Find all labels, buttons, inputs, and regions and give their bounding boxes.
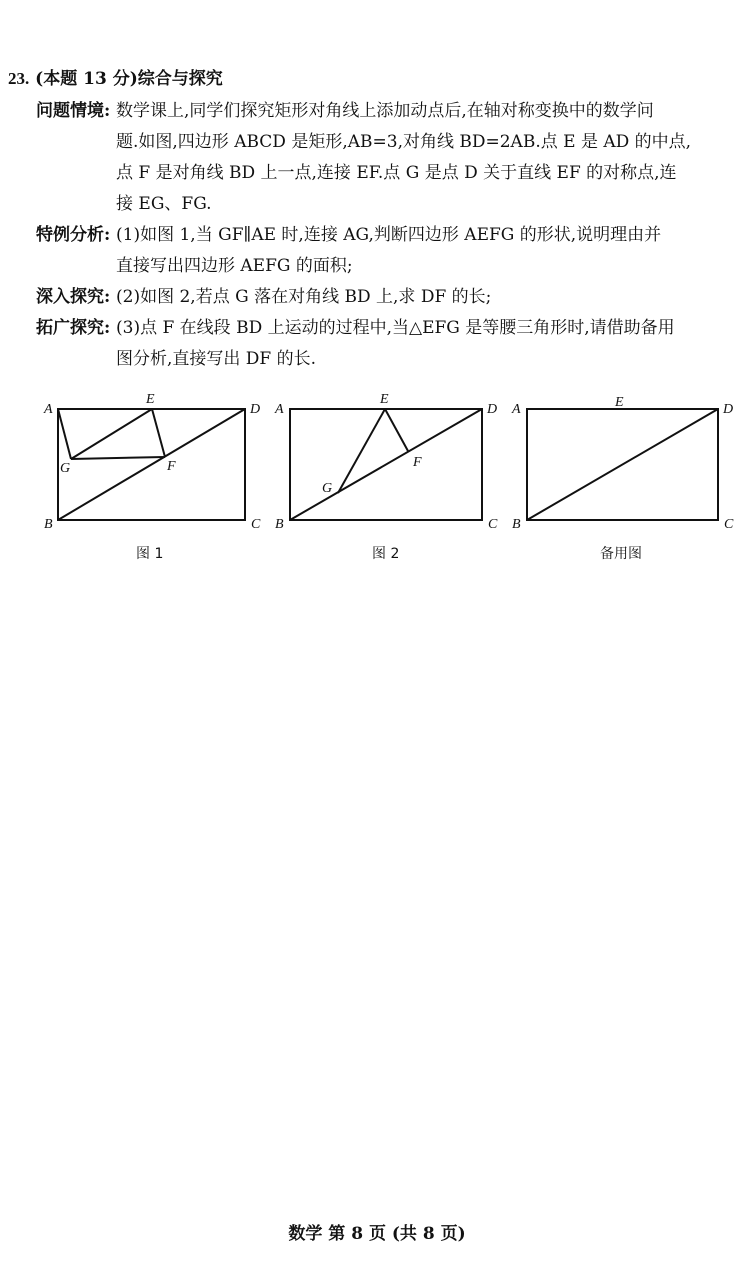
situation-line-2: 题.如图,四边形 ABCD 是矩形,AB=3,对角线 BD=2AB.点 E 是 AD 的中点,	[116, 132, 692, 152]
section-problem-situation	[36, 96, 752, 220]
fig1-segment-ge	[71, 409, 152, 459]
fig2-label-f: F	[413, 455, 422, 470]
footer-subject: 数学	[288, 1224, 323, 1244]
figure-backup	[511, 395, 734, 562]
figure-2	[274, 392, 498, 562]
special-line-1: (1)如图 1,当 GF∥AE 时,连接 AG,判断四边形 AEFG 的形状,说明理由并	[116, 225, 662, 245]
fig2-caption: 图 2	[372, 546, 400, 562]
deep-line-1: (2)如图 2,若点 G 落在对角线 BD 上,求 DF 的长;	[116, 287, 492, 307]
page-footer	[0, 1219, 754, 1244]
fig3-label-c: C	[724, 517, 734, 532]
question-header	[8, 66, 223, 92]
section-extended-exploration	[36, 313, 752, 375]
fig1-label-e: E	[146, 392, 155, 407]
fig1-label-g: G	[60, 461, 71, 476]
fig1-segment-gf	[71, 457, 165, 459]
fig2-label-c: C	[488, 517, 498, 532]
situation-line-1: 数学课上,同学们探究矩形对角线上添加动点后,在轴对称变换中的数学问	[116, 101, 654, 121]
section-label-situation: 问题情境:	[36, 101, 111, 121]
fig3-diagonal-bd	[527, 409, 718, 520]
footer-total: (共 8 页)	[391, 1224, 466, 1244]
situation-line-3: 点 F 是对角线 BD 上一点,连接 EF.点 G 是点 D 关于直线 EF 的对称点,连	[116, 163, 677, 183]
extend-line-2: 图分析,直接写出 DF 的长.	[116, 349, 317, 369]
fig1-label-c: C	[251, 517, 261, 532]
section-deep-exploration	[36, 282, 752, 313]
fig3-label-b: B	[512, 517, 521, 532]
fig2-label-d: D	[487, 402, 498, 417]
section-label-deep: 深入探究:	[36, 287, 111, 307]
question-title: (本题 13 分)综合与探究	[35, 69, 223, 89]
fig2-label-e: E	[380, 392, 389, 407]
figures-row	[0, 380, 754, 580]
extend-line-1: (3)点 F 在线段 BD 上运动的过程中,当△EFG 是等腰三角形时,请借助备用	[116, 318, 675, 338]
fig2-diagonal-bd	[290, 409, 482, 520]
fig2-label-g: G	[322, 481, 333, 496]
fig2-segment-ge	[338, 409, 385, 493]
footer-page: 第 8 页	[328, 1224, 386, 1244]
figure-1	[43, 392, 261, 562]
section-label-extend: 拓广探究:	[36, 318, 111, 338]
fig1-label-d: D	[250, 402, 261, 417]
fig1-label-f: F	[167, 459, 176, 474]
fig3-caption: 备用图	[600, 546, 642, 562]
fig1-caption: 图 1	[136, 546, 164, 562]
fig3-label-e: E	[615, 395, 624, 410]
special-line-2: 直接写出四边形 AEFG 的面积;	[116, 256, 353, 276]
fig1-label-b: B	[44, 517, 53, 532]
section-special-analysis	[36, 220, 752, 282]
fig3-label-a: A	[512, 402, 521, 417]
question-number: 23.	[8, 69, 30, 88]
fig1-label-a: A	[44, 402, 53, 417]
fig2-segment-ef	[385, 409, 408, 451]
fig1-segment-ef	[152, 409, 165, 457]
fig1-segment-ag	[58, 409, 71, 459]
fig2-label-b: B	[275, 517, 284, 532]
fig1-diagonal-bd	[58, 409, 245, 520]
fig2-label-a: A	[275, 402, 284, 417]
section-label-special: 特例分析:	[36, 225, 111, 245]
fig3-label-d: D	[723, 402, 734, 417]
situation-line-4: 接 EG、FG.	[116, 194, 212, 214]
